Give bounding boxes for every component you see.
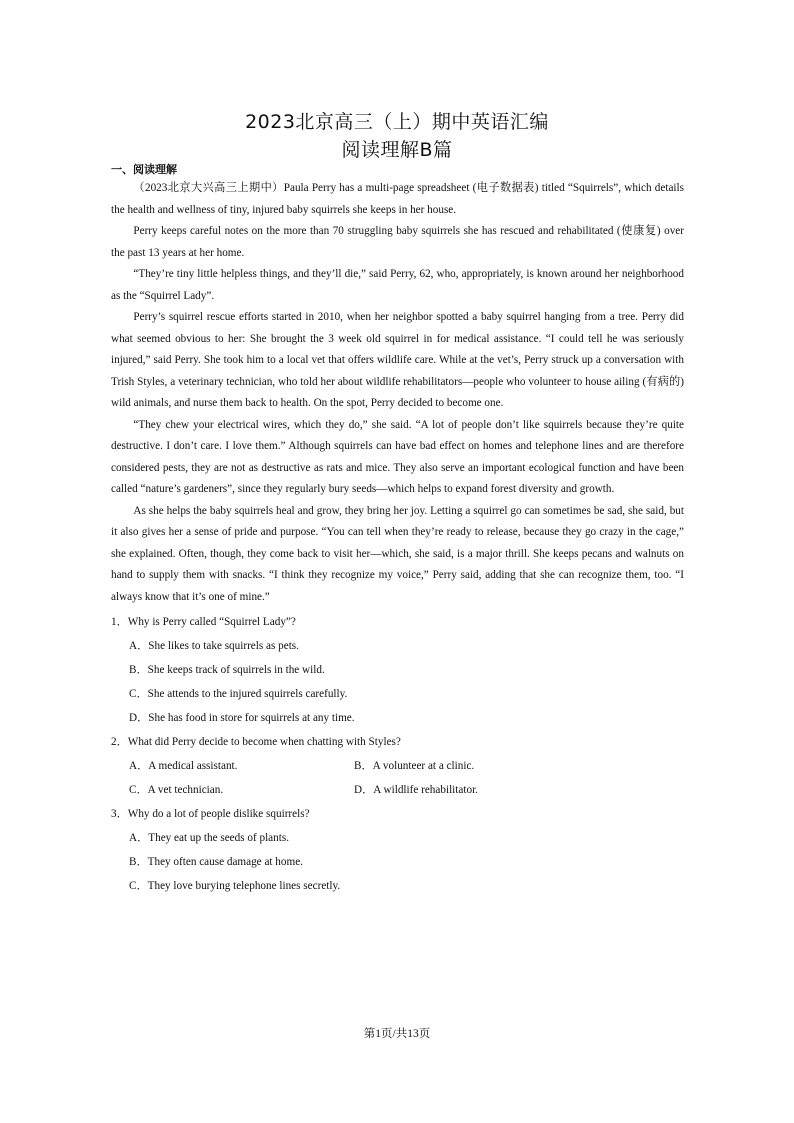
- option-row: [111, 754, 684, 778]
- question-option: B．She keeps track of squirrels in the wild.: [129, 664, 325, 676]
- question-option: D．A wildlife rehabilitator.: [354, 784, 478, 796]
- question-stem: 3．Why do a lot of people dislike squirrels?: [111, 808, 310, 820]
- question-stem: 2．What did Perry decide to become when chatting with Styles?: [111, 736, 401, 748]
- question-option: C．They love burying telephone lines secretly.: [129, 880, 341, 892]
- passage: [111, 178, 684, 608]
- question-3: [111, 802, 684, 898]
- question-option: D．She has food in store for squirrels at any time.: [129, 712, 355, 724]
- question-2: [111, 730, 684, 802]
- document-body: [111, 162, 684, 898]
- option-row: [111, 778, 684, 802]
- question-stem: 1．Why is Perry called “Squirrel Lady”?: [111, 616, 296, 628]
- question-option: B．A volunteer at a clinic.: [354, 760, 475, 772]
- page-number: 第1页/共13页: [363, 1028, 431, 1040]
- question-option: C．She attends to the injured squirrels carefully.: [129, 688, 348, 700]
- passage-paragraph-1: （2023北京大兴高三上期中）Paula Perry has a multi-page spreadsheet (电子数据表) titled “Squirrels”, which details the health and wellness of tiny, injured baby squirrels she keeps in her house.: [111, 182, 684, 216]
- passage-paragraph-6: As she helps the baby squirrels heal and grow, they bring her joy. Letting a squirrel go can sometimes be sad, she said, but it also gives her a sense of pride and purpose. “You can tell when they’re ready to release, because they go crazy in the cage,” she explained. Often, though, they come back to visit her—which, she said, is a major thrill. She keeps pecans and walnuts on hand to supply them with snacks. “I think they recognize my voice,” Perry said, adding that she can recognize them, too. “I always know that it’s one of mine.”: [111, 504, 684, 603]
- question-list: [111, 610, 684, 898]
- section-heading: 一、阅读理解: [111, 163, 177, 176]
- question-option: A．They eat up the seeds of plants.: [129, 832, 290, 844]
- passage-paragraph-4: Perry’s squirrel rescue efforts started in 2010, when her neighbor spotted a baby squirrel hanging from a tree. Perry did what seemed obvious to her: She brought the 3 week old squirrel in for medical assistance. “I could tell he was seriously injured,” said Perry. She took him to a local vet that offers wildlife care. While at the vet’s, Perry struck up a conversation with Trish Styles, a veterinary technician, who told her about wildlife rehabilitators—people who volunteer to house ailing (有病的) wild animals, and nurse them back to health. On the spot, Perry decided to become one.: [111, 311, 684, 409]
- title-line-2: 阅读理解B篇: [341, 139, 453, 161]
- question-option: A．She likes to take squirrels as pets.: [129, 640, 299, 652]
- question-option: B．They often cause damage at home.: [129, 856, 303, 868]
- passage-paragraph-2: Perry keeps careful notes on the more than 70 struggling baby squirrels she has rescued and rehabilitated (使康复) over the past 13 years at her home.: [111, 225, 684, 259]
- question-1: [111, 610, 684, 730]
- title-line-1: 2023北京高三（上）期中英语汇编: [245, 111, 549, 133]
- question-option: C．A vet technician.: [129, 784, 224, 796]
- question-option: A．A medical assistant.: [129, 760, 238, 772]
- passage-paragraph-3: “They’re tiny little helpless things, and they’ll die,” said Perry, 62, who, appropriately, is known around her neighborhood as the “Squirrel Lady”.: [111, 268, 684, 302]
- document-title: [0, 108, 794, 164]
- passage-paragraph-5: “They chew your electrical wires, which they do,” she said. “A lot of people don’t like squirrels because they’re quite destructive. I don’t care. I love them.” Although squirrels can have bad effect on homes and telephone lines and are therefore considered pests, they are not as destructive as rats and mice. They also serve an important ecological function and have been called “nature’s gardeners”, since they regularly bury seeds—which helps to expand forest diversity and growth.: [111, 418, 684, 495]
